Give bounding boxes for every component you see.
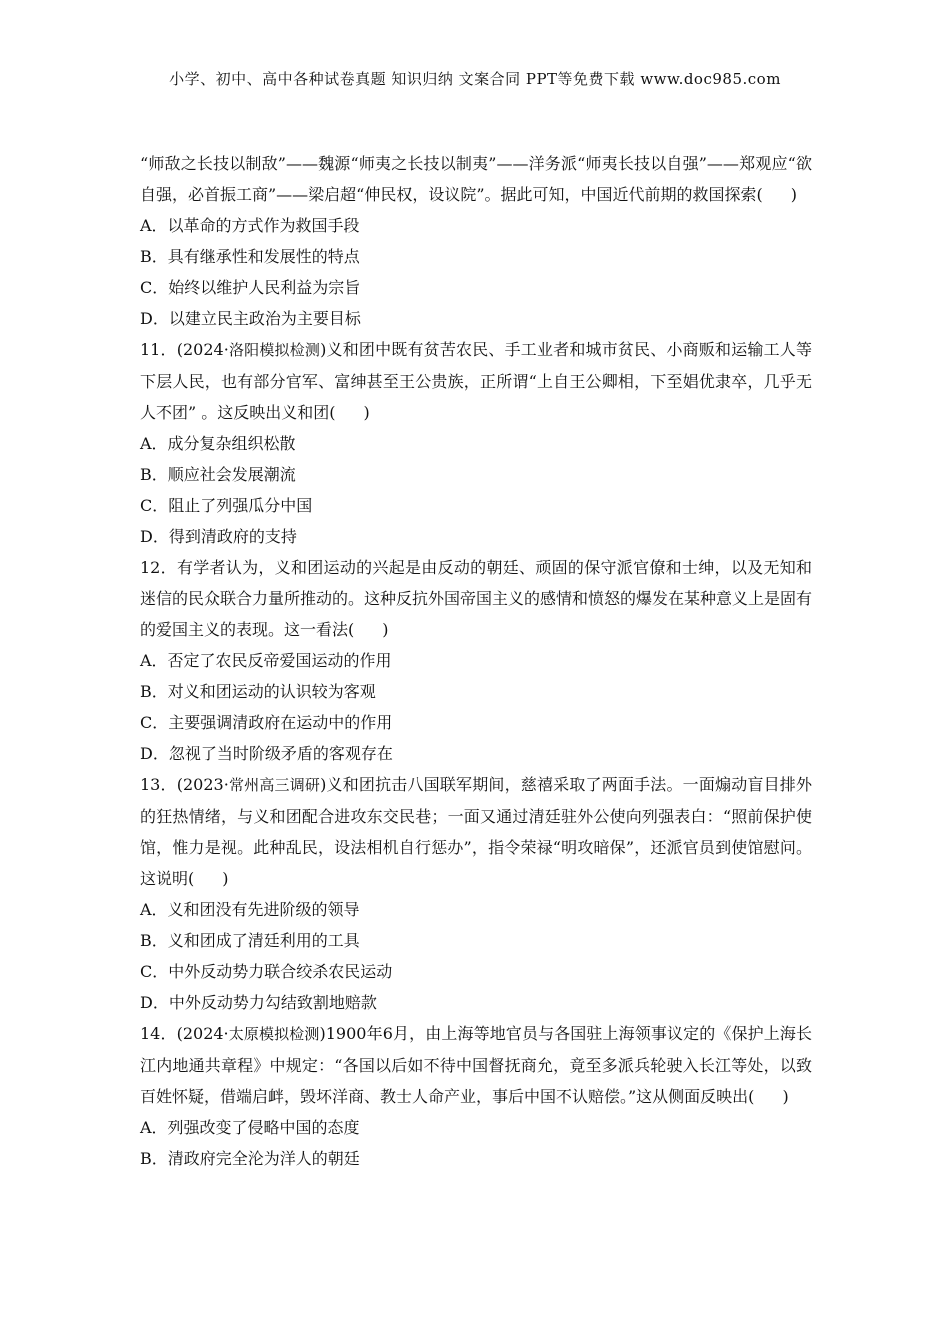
question-stem: 11．(2024·洛阳模拟检测)义和团中既有贫苦农民、手工业者和城市贫民、小商贩和运输工人等下层人民，也有部分官军、富绅甚至王公贵族，正所谓“上自王公卿相，下至娼优隶卒，几乎无人不团” 。这反映出义和团( ) [140,340,812,422]
option-c: C．主要强调清政府在运动中的作用 [140,713,393,732]
option-c: C．始终以维护人民利益为宗旨 [140,278,361,297]
option-b: B．顺应社会发展潮流 [140,465,296,484]
question-stem: “师敌之长技以制敌”——魏源“师夷之长技以制夷”——洋务派“师夷长技以自强”——郑观应“欲自强，必首振工商”——梁启超“伸民权，设议院”。据此可知，中国近代前期的救国探索( ) [140,154,812,204]
option-d: D．中外反动势力勾结致割地赔款 [140,993,377,1012]
option-a: A．义和团没有先进阶级的领导 [140,900,360,919]
question-source: 常州高三调研 [228,776,321,794]
question-source: 太原模拟检测 [228,1025,320,1043]
option-c: C．中外反动势力联合绞杀农民运动 [140,962,393,981]
question-source: 洛阳模拟检测 [228,341,321,359]
question-stem: 13．(2023·常州高三调研)义和团抗击八国联军期间，慈禧采取了两面手法。一面煽动盲目排外的狂热情绪，与义和团配合进攻东交民巷；一面又通过清廷驻外公使向列强表白：“照前保护使馆，惟力是视。此种乱民，设法相机自行惩办”，指令荣禄“明攻暗保”，还派官员到使馆慰问。这说明( ) [140,775,812,888]
option-b: B．具有继承性和发展性的特点 [140,247,360,266]
option-b: B．清政府完全沦为洋人的朝廷 [140,1149,360,1168]
option-c: C．阻止了列强瓜分中国 [140,496,313,515]
option-a: A．列强改变了侵略中国的态度 [140,1118,360,1137]
option-d: D．得到清政府的支持 [140,527,297,546]
option-b: B．对义和团运动的认识较为客观 [140,682,376,701]
option-a: A．成分复杂组织松散 [140,434,296,453]
question-stem: 14．(2024·太原模拟检测)1900年6月，由上海等地官员与各国驻上海领事议定的《保护上海长江内地通共章程》中规定：“各国以后如不待中国督抚商允，竟至多派兵轮驶入长江等处，以致百姓怀疑，借端启衅，毁坏洋商、教士人命产业，事后中国不认赔偿。”这从侧面反映出( ) [140,1024,812,1106]
question-11 [140,334,812,552]
option-a: A．以革命的方式作为救国手段 [140,216,360,235]
option-a: A．否定了农民反帝爱国运动的作用 [140,651,392,670]
question-12 [140,552,812,769]
option-d: D．以建立民主政治为主要目标 [140,309,361,328]
question-13 [140,769,812,1018]
option-d: D．忽视了当时阶级矛盾的客观存在 [140,744,393,763]
question-10 [140,148,812,334]
question-stem: 12．有学者认为，义和团运动的兴起是由反动的朝廷、顽固的保守派官僚和士绅，以及无知和迷信的民众联合力量所推动的。这种反抗外国帝国主义的感情和愤怒的爆发在某种意义上是固有的爱国主义的表现。这一看法( ) [140,558,813,639]
question-list [140,148,812,1174]
page-header: 小学、初中、高中各种试卷真题 知识归纳 文案合同 PPT等免费下载 www.doc985.com [169,70,781,88]
question-14 [140,1018,812,1174]
option-b: B．义和团成了清廷利用的工具 [140,931,360,950]
